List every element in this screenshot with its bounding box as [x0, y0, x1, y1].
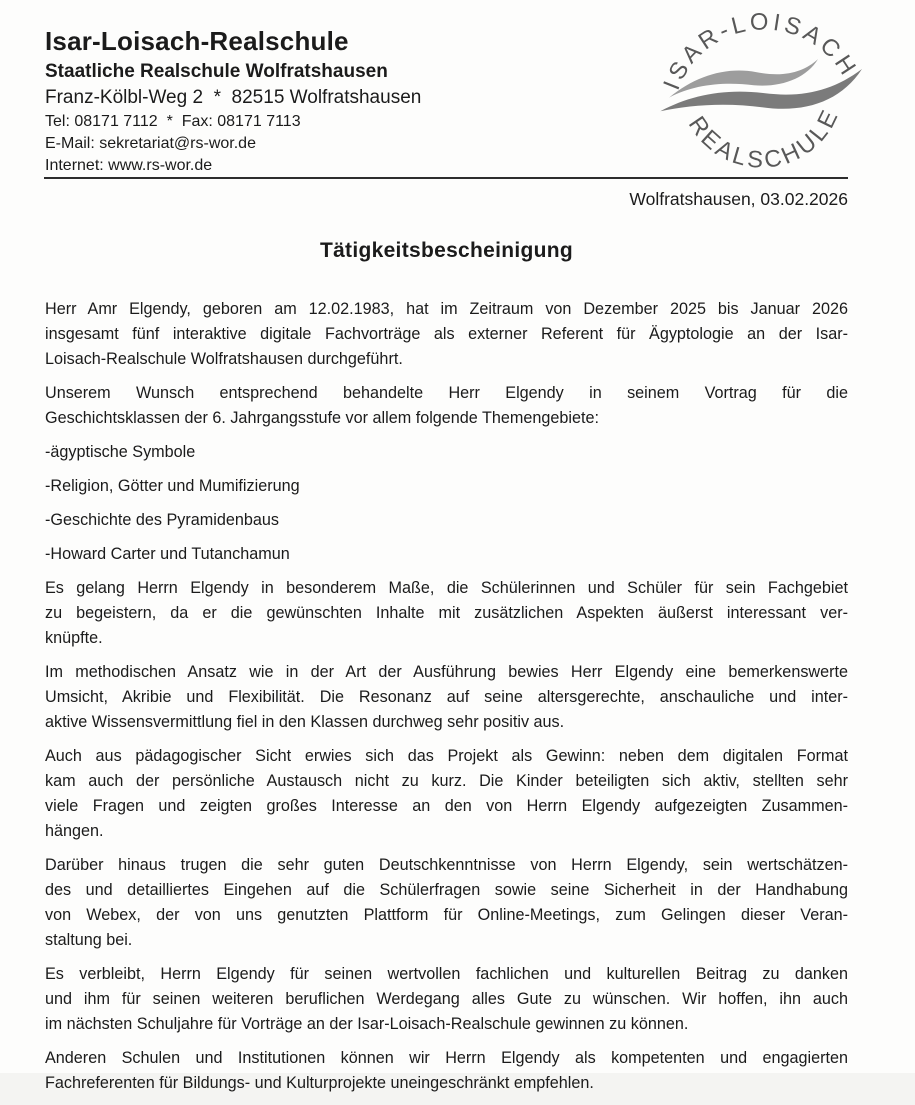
text-line: viele Fragen und zeigten großes Interesse an den von Herrn Elgendy aufgezeigten Zusammen- — [45, 797, 848, 815]
text-line: Loisach-Realschule Wolfratshausen durchgeführt. — [45, 350, 403, 368]
date-line: Wolfratshausen, 03.02.2026 — [629, 189, 848, 209]
letter-body — [45, 297, 848, 1105]
text-line: zu begeistern, da er die gewünschten Inhalte mit zusätzlichen Aspekten äußerst interessant ver- — [45, 604, 848, 622]
list-item — [45, 474, 848, 499]
text-line: im nächsten Schuljahre für Vorträge an der Isar-Loisach-Realschule gewinnen zu können. — [45, 1015, 689, 1033]
text-line: staltung bei. — [45, 931, 133, 949]
text-line: kam auch der persönliche Austausch nicht zu kurz. Die Kinder beteiligten sich aktiv, stellten sehr — [45, 772, 848, 790]
list-item — [45, 440, 848, 465]
text-line: Es gelang Herrn Elgendy in besonderem Maße, die Schülerinnen und Schüler für sein Fachgebiet — [45, 579, 848, 597]
logo-bottom-arc-text: REALSCHULE — [682, 103, 845, 170]
paragraph — [45, 381, 848, 431]
text-line: Herr Amr Elgendy, geboren am 12.02.1983, hat im Zeitraum von Dezember 2025 bis Januar 2026 — [45, 300, 848, 318]
letterhead-divider — [44, 177, 848, 179]
text-line: Umsicht, Akribie und Flexibilität. Die Resonanz auf seine altersgerechte, anschauliche und inter- — [45, 688, 848, 706]
text-line: hängen. — [45, 822, 104, 840]
text-line: des und detailliertes Eingehen auf die Schülerfragen sowie seine Sicherheit in der Handhabung — [45, 881, 848, 899]
document-title: Tätigkeitsbescheinigung — [319, 239, 574, 262]
paragraph — [45, 660, 848, 735]
school-logo — [652, 8, 872, 170]
text-line: Anderen Schulen und Institutionen können wir Herrn Elgendy als kompetenten und engagierten — [45, 1049, 848, 1067]
school-website: Internet: www.rs-wor.de — [45, 157, 213, 174]
text-line: -Geschichte des Pyramidenbaus — [45, 511, 279, 529]
school-name: Isar-Loisach-Realschule — [45, 26, 349, 56]
paragraph — [45, 744, 848, 844]
logo-top-arc-text: ISAR-LOISACH — [658, 8, 864, 94]
text-line: Geschichtsklassen der 6. Jahrgangsstufe vor allem folgende Themengebiete: — [45, 409, 599, 427]
paragraph — [45, 853, 848, 953]
text-line: Auch aus pädagogischer Sicht erwies sich das Projekt als Gewinn: neben dem digitalen Format — [45, 747, 848, 765]
text-line: Es verbleibt, Herrn Elgendy für seinen wertvollen fachlichen und kulturellen Beitrag zu danken — [45, 965, 848, 983]
text-line: -Howard Carter und Tutanchamun — [45, 545, 290, 563]
text-line: Fachreferenten für Bildungs- und Kulturprojekte uneingeschränkt empfehlen. — [45, 1074, 594, 1092]
letterhead — [45, 26, 421, 177]
text-line: aktive Wissensvermittlung fiel in den Klassen durchweg sehr positiv aus. — [45, 713, 565, 731]
school-subtitle: Staatliche Realschule Wolfratshausen — [45, 61, 388, 82]
school-logo-badge — [652, 8, 872, 170]
school-email: E-Mail: sekretariat@rs-wor.de — [45, 135, 256, 152]
text-line: von Webex, der von uns genutzten Plattform für Online-Meetings, zum Gelingen dieser Veran- — [45, 906, 848, 924]
text-line: -ägyptische Symbole — [45, 443, 196, 461]
list-item — [45, 542, 848, 567]
text-line: Unserem Wunsch entsprechend behandelte Herr Elgendy in seinem Vortrag für die — [45, 384, 848, 402]
paragraph — [45, 1046, 848, 1096]
text-line: und ihm für seinen weiteren beruflichen Werdegang alles Gute zu wünschen. Wir hoffen, ihn auch — [45, 990, 848, 1008]
text-line: knüpfte. — [45, 629, 103, 647]
text-line: Darüber hinaus trugen die sehr guten Deutschkenntnisse von Herrn Elgendy, sein wertschätzen- — [45, 856, 848, 874]
paragraph — [45, 962, 848, 1037]
school-phone: Tel: 08171 7112 * Fax: 08171 7113 — [45, 113, 301, 130]
text-line: -Religion, Götter und Mumifizierung — [45, 477, 300, 495]
school-address: Franz-Kölbl-Weg 2 * 82515 Wolfratshausen — [45, 87, 422, 108]
list-item — [45, 508, 848, 533]
paragraph — [45, 297, 848, 372]
text-line: Im methodischen Ansatz wie in der Art der Ausführung bewies Herr Elgendy eine bemerkenswerte — [45, 663, 848, 681]
paragraph — [45, 576, 848, 651]
text-line: insgesamt fünf interaktive digitale Fachvorträge als externer Referent für Ägyptologie an der Isar- — [45, 325, 848, 343]
